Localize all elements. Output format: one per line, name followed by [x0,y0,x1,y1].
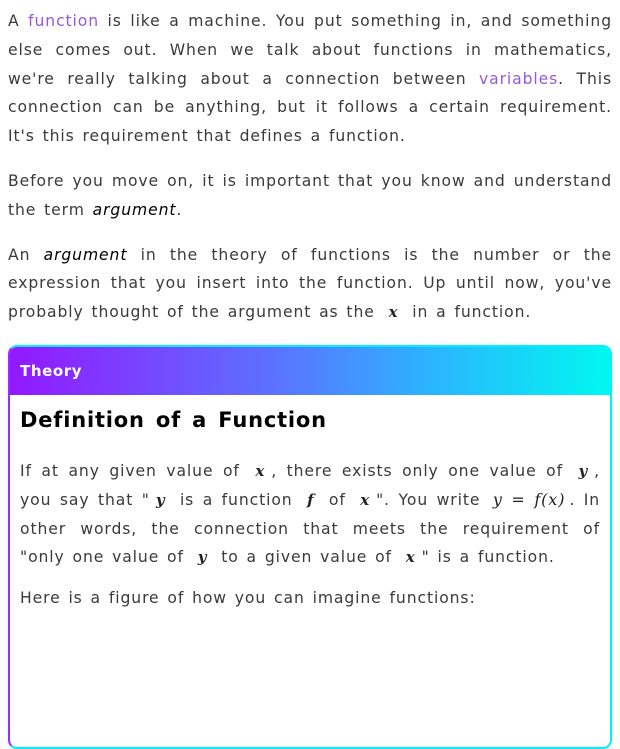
theory-box [8,345,612,749]
text: in a function. [404,303,532,322]
text: An [8,245,44,264]
text: to a given value of [213,548,400,567]
text: in the theory of functions is the number or the expression that you insert into the function. Up until now, you've probably thought of the argument as the [8,245,612,322]
math-variable-f: f [307,490,315,509]
math-variable-x: x [255,461,266,480]
math-variable-x: x [405,548,416,567]
theory-box-header [10,347,610,395]
theory-box-body [10,395,610,613]
text: " is a function. [421,548,555,567]
math-variable-y: y [197,548,208,567]
text: is like a machine. You put something in, and something else comes out. When we talk about functions in mathematics, we're really talking about a connection between [8,12,612,88]
text: Before you move on, it is important that you know and understand the term [8,171,612,219]
intro-paragraph [8,0,612,151]
definition-paragraph [20,457,600,572]
argument-definition-paragraph [8,241,612,327]
math-variable-y: y [155,490,166,509]
math-formula: y = f(x) [492,489,566,509]
variables-link[interactable]: variables [479,69,559,88]
text: . [176,200,183,219]
math-variable-x: x [360,490,371,509]
text: , there exists only one value of [271,461,573,480]
theory-title: Definition of a Function [20,407,327,432]
math-variable-y: y [578,461,589,480]
argument-intro-paragraph [8,167,612,225]
function-link[interactable]: function [28,12,100,30]
text: A [8,12,29,30]
text: of [320,490,355,509]
theory-label: Theory [20,361,83,380]
text: ". You write [376,490,489,509]
math-variable-x: x [388,303,399,322]
text: . In other words, the connection that meets the requirement of "only one value of [20,490,601,567]
argument-term: argument [43,245,128,264]
text: , you say that " [20,461,600,509]
text: If at any given value of [20,461,250,480]
text: is a function [171,490,302,509]
text: . This connection can be anything, but it follows a certain requirement. It's this requirement that defines a function. [8,69,612,146]
figure-intro-paragraph: Here is a figure of how you can imagine functions: [20,589,476,608]
argument-term: argument [92,200,177,219]
